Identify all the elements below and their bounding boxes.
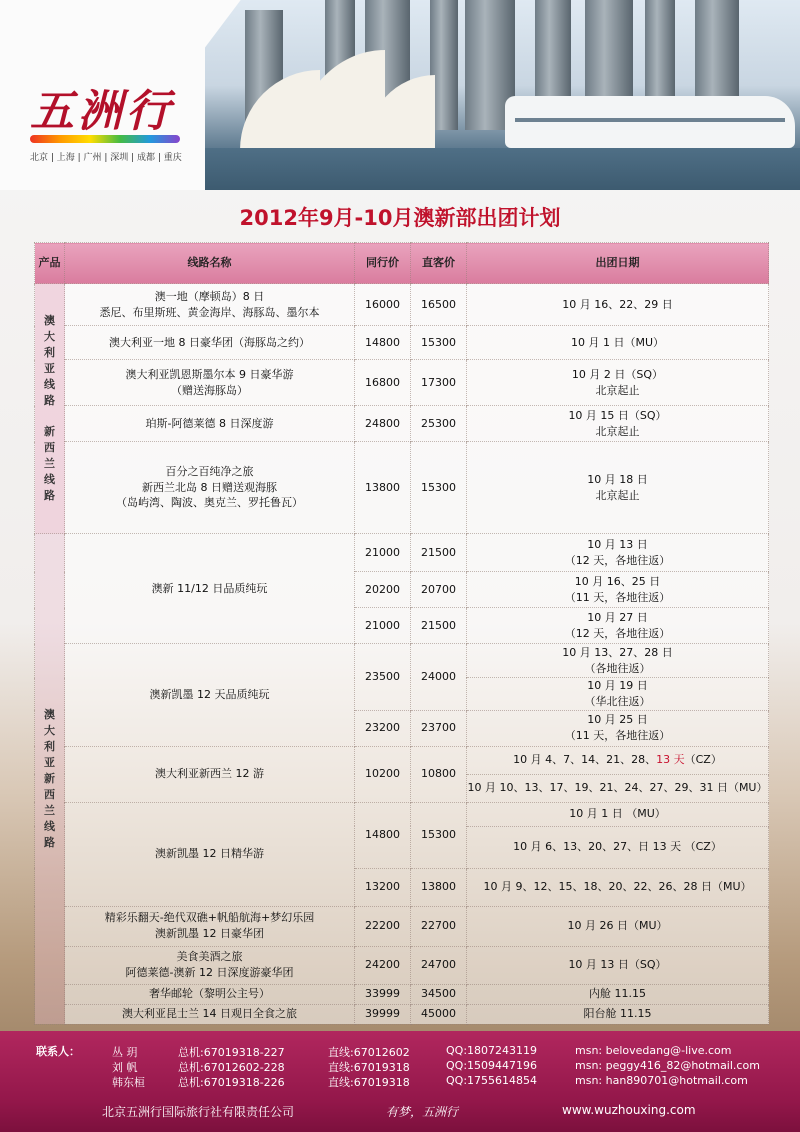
contact-main-phone: 总机:67019318-226 <box>178 1076 285 1089</box>
direct-price: 15300 <box>411 442 467 534</box>
col-header-product: 产品 <box>35 243 65 284</box>
departure-date: 10 月 1 日 （MU） <box>467 802 769 826</box>
table-row <box>35 406 769 442</box>
peer-price: 20200 <box>355 572 411 608</box>
route-name: 奢华邮轮（黎明公主号） <box>65 984 355 1004</box>
peer-price: 23500 <box>355 644 411 711</box>
category-aus-nz: 澳 大 利 亚 线 路 新 西 兰 线 路 <box>35 284 65 534</box>
route-name: 澳一地（摩顿岛）8 日 悉尼、布里斯班、黄金海岸、海豚岛、墨尔本 <box>65 284 355 326</box>
direct-price: 13800 <box>411 868 467 906</box>
contact-name: 韩东桓 <box>112 1076 145 1089</box>
departure-date: 10 月 6、13、20、27、日 13 天 （CZ） <box>467 826 769 868</box>
route-name: 澳大利亚昆士兰 14 日观日全食之旅 <box>65 1004 355 1024</box>
peer-price: 24200 <box>355 946 411 984</box>
branch-cities: 北京 | 上海 | 广州 | 深圳 | 成都 | 重庆 <box>30 153 182 163</box>
departure-date: 10 月 13 日 （12 天，各地往返） <box>467 534 769 572</box>
departure-date: 10 月 13、27、28 日 （各地往返） <box>467 644 769 678</box>
peer-price: 10200 <box>355 746 411 802</box>
peer-price: 16000 <box>355 284 411 326</box>
departure-date: 10 月 25 日 （11 天，各地往返） <box>467 710 769 746</box>
peer-price: 13800 <box>355 442 411 534</box>
peer-price: 14800 <box>355 326 411 360</box>
tour-schedule-table <box>34 242 769 1025</box>
col-header-departure-date: 出团日期 <box>467 243 769 284</box>
departure-date: 10 月 2 日（SQ） 北京起止 <box>467 360 769 406</box>
direct-price: 20700 <box>411 572 467 608</box>
departure-date: 10 月 26 日（MU） <box>467 906 769 946</box>
route-name: 澳大利亚凯恩斯墨尔本 9 日豪华游 （赠送海豚岛） <box>65 360 355 406</box>
table-header-row <box>35 243 769 284</box>
departure-date: 10 月 15 日（SQ） 北京起止 <box>467 406 769 442</box>
route-name: 澳大利亚一地 8 日豪华团（海豚岛之约） <box>65 326 355 360</box>
peer-price: 22200 <box>355 906 411 946</box>
contact-msn[interactable]: msn: han890701@hotmail.com <box>575 1074 748 1087</box>
direct-price: 15300 <box>411 802 467 868</box>
peer-price: 21000 <box>355 534 411 572</box>
departure-date: 10 月 16、25 日 （11 天，各地往返） <box>467 572 769 608</box>
peer-price: 23200 <box>355 710 411 746</box>
wuzhouxing-logo: 五洲行 <box>30 75 180 143</box>
table-row <box>35 360 769 406</box>
departure-date: 10 月 4、7、14、21、28、13 天（CZ） <box>467 746 769 774</box>
website-link[interactable]: www.wuzhouxing.com <box>562 1103 696 1117</box>
direct-price: 16500 <box>411 284 467 326</box>
contact-name: 刘 帆 <box>112 1061 138 1074</box>
contact-main-phone: 总机:67019318-227 <box>178 1046 285 1059</box>
contact-label: 联系人： <box>36 1045 80 1058</box>
category-aus-nz-combo: 澳 大 利 亚 新 西 兰 线 路 <box>35 534 65 1025</box>
direct-price: 10800 <box>411 746 467 802</box>
route-name: 精彩乐翻天-绝代双礁+帆船航海+梦幻乐园 澳新凯墨 12 日豪华团 <box>65 906 355 946</box>
contact-direct-phone: 直线:67019318 <box>328 1061 410 1074</box>
direct-price: 22700 <box>411 906 467 946</box>
departure-date: 内舱 11.15 <box>467 984 769 1004</box>
departure-date: 10 月 13 日（SQ） <box>467 946 769 984</box>
peer-price: 39999 <box>355 1004 411 1024</box>
slogan: 有梦，五洲行 <box>386 1105 459 1119</box>
company-name: 北京五洲行国际旅行社有限责任公司 <box>102 1105 295 1119</box>
table-row <box>35 984 769 1004</box>
peer-price: 33999 <box>355 984 411 1004</box>
departure-date: 10 月 16、22、29 日 <box>467 284 769 326</box>
route-name: 珀斯-阿德莱德 8 日深度游 <box>65 406 355 442</box>
route-name: 美食美酒之旅 阿德莱德-澳新 12 日深度游豪华团 <box>65 946 355 984</box>
header-banner <box>0 0 800 190</box>
direct-price: 15300 <box>411 326 467 360</box>
peer-price: 24800 <box>355 406 411 442</box>
departure-date: 10 月 18 日 北京起止 <box>467 442 769 534</box>
table-row <box>35 946 769 984</box>
table-row <box>35 644 769 678</box>
contact-name: 丛 玥 <box>112 1046 138 1059</box>
departure-date: 10 月 9、12、15、18、20、22、26、28 日（MU） <box>467 868 769 906</box>
col-header-direct-price: 直客价 <box>411 243 467 284</box>
table-row <box>35 746 769 774</box>
contact-direct-phone: 直线:67012602 <box>328 1046 410 1059</box>
route-name: 澳新 11/12 日品质纯玩 <box>65 534 355 644</box>
contact-msn[interactable]: msn: peggy416_82@hotmail.com <box>575 1059 760 1072</box>
direct-price: 24000 <box>411 644 467 711</box>
route-name: 澳大利亚新西兰 12 游 <box>65 746 355 802</box>
table-row <box>35 284 769 326</box>
direct-price: 23700 <box>411 710 467 746</box>
contact-qq: QQ:1755614854 <box>446 1074 538 1087</box>
route-name: 百分之百纯净之旅 新西兰北岛 8 日赠送观海豚 （岛屿湾、陶波、奥克兰、罗托鲁瓦） <box>65 442 355 534</box>
table-row <box>35 1004 769 1024</box>
contact-msn[interactable]: msn: belovedang@-live.com <box>575 1044 732 1057</box>
table-row <box>35 442 769 534</box>
direct-price: 17300 <box>411 360 467 406</box>
table-row <box>35 326 769 360</box>
peer-price: 21000 <box>355 608 411 644</box>
departure-date: 10 月 27 日 （12 天，各地往返） <box>467 608 769 644</box>
departure-date: 10 月 10、13、17、19、21、24、27、29、31 日（MU） <box>467 774 769 802</box>
contact-main-phone: 总机:67012602-228 <box>178 1061 285 1074</box>
table-row <box>35 906 769 946</box>
contact-qq: QQ:1807243119 <box>446 1044 538 1057</box>
peer-price: 13200 <box>355 868 411 906</box>
direct-price: 24700 <box>411 946 467 984</box>
footer <box>0 1031 800 1132</box>
direct-price: 25300 <box>411 406 467 442</box>
direct-price: 34500 <box>411 984 467 1004</box>
peer-price: 16800 <box>355 360 411 406</box>
direct-price: 21500 <box>411 608 467 644</box>
page-title: 2012年9月-10月澳新部出团计划 <box>239 206 561 230</box>
contact-direct-phone: 直线:67019318 <box>328 1076 410 1089</box>
col-header-peer-price: 同行价 <box>355 243 411 284</box>
contact-qq: QQ:1509447196 <box>446 1059 538 1072</box>
departure-date: 阳台舱 11.15 <box>467 1004 769 1024</box>
direct-price: 21500 <box>411 534 467 572</box>
table-row <box>35 534 769 572</box>
route-name: 澳新凯墨 12 天品质纯玩 <box>65 644 355 747</box>
route-name: 澳新凯墨 12 日精华游 <box>65 802 355 906</box>
peer-price: 14800 <box>355 802 411 868</box>
sydney-harbour-photo <box>205 0 800 190</box>
departure-date: 10 月 1 日（MU） <box>467 326 769 360</box>
departure-date: 10 月 19 日 （华北往返） <box>467 678 769 711</box>
col-header-route: 线路名称 <box>65 243 355 284</box>
table-row <box>35 802 769 826</box>
direct-price: 45000 <box>411 1004 467 1024</box>
